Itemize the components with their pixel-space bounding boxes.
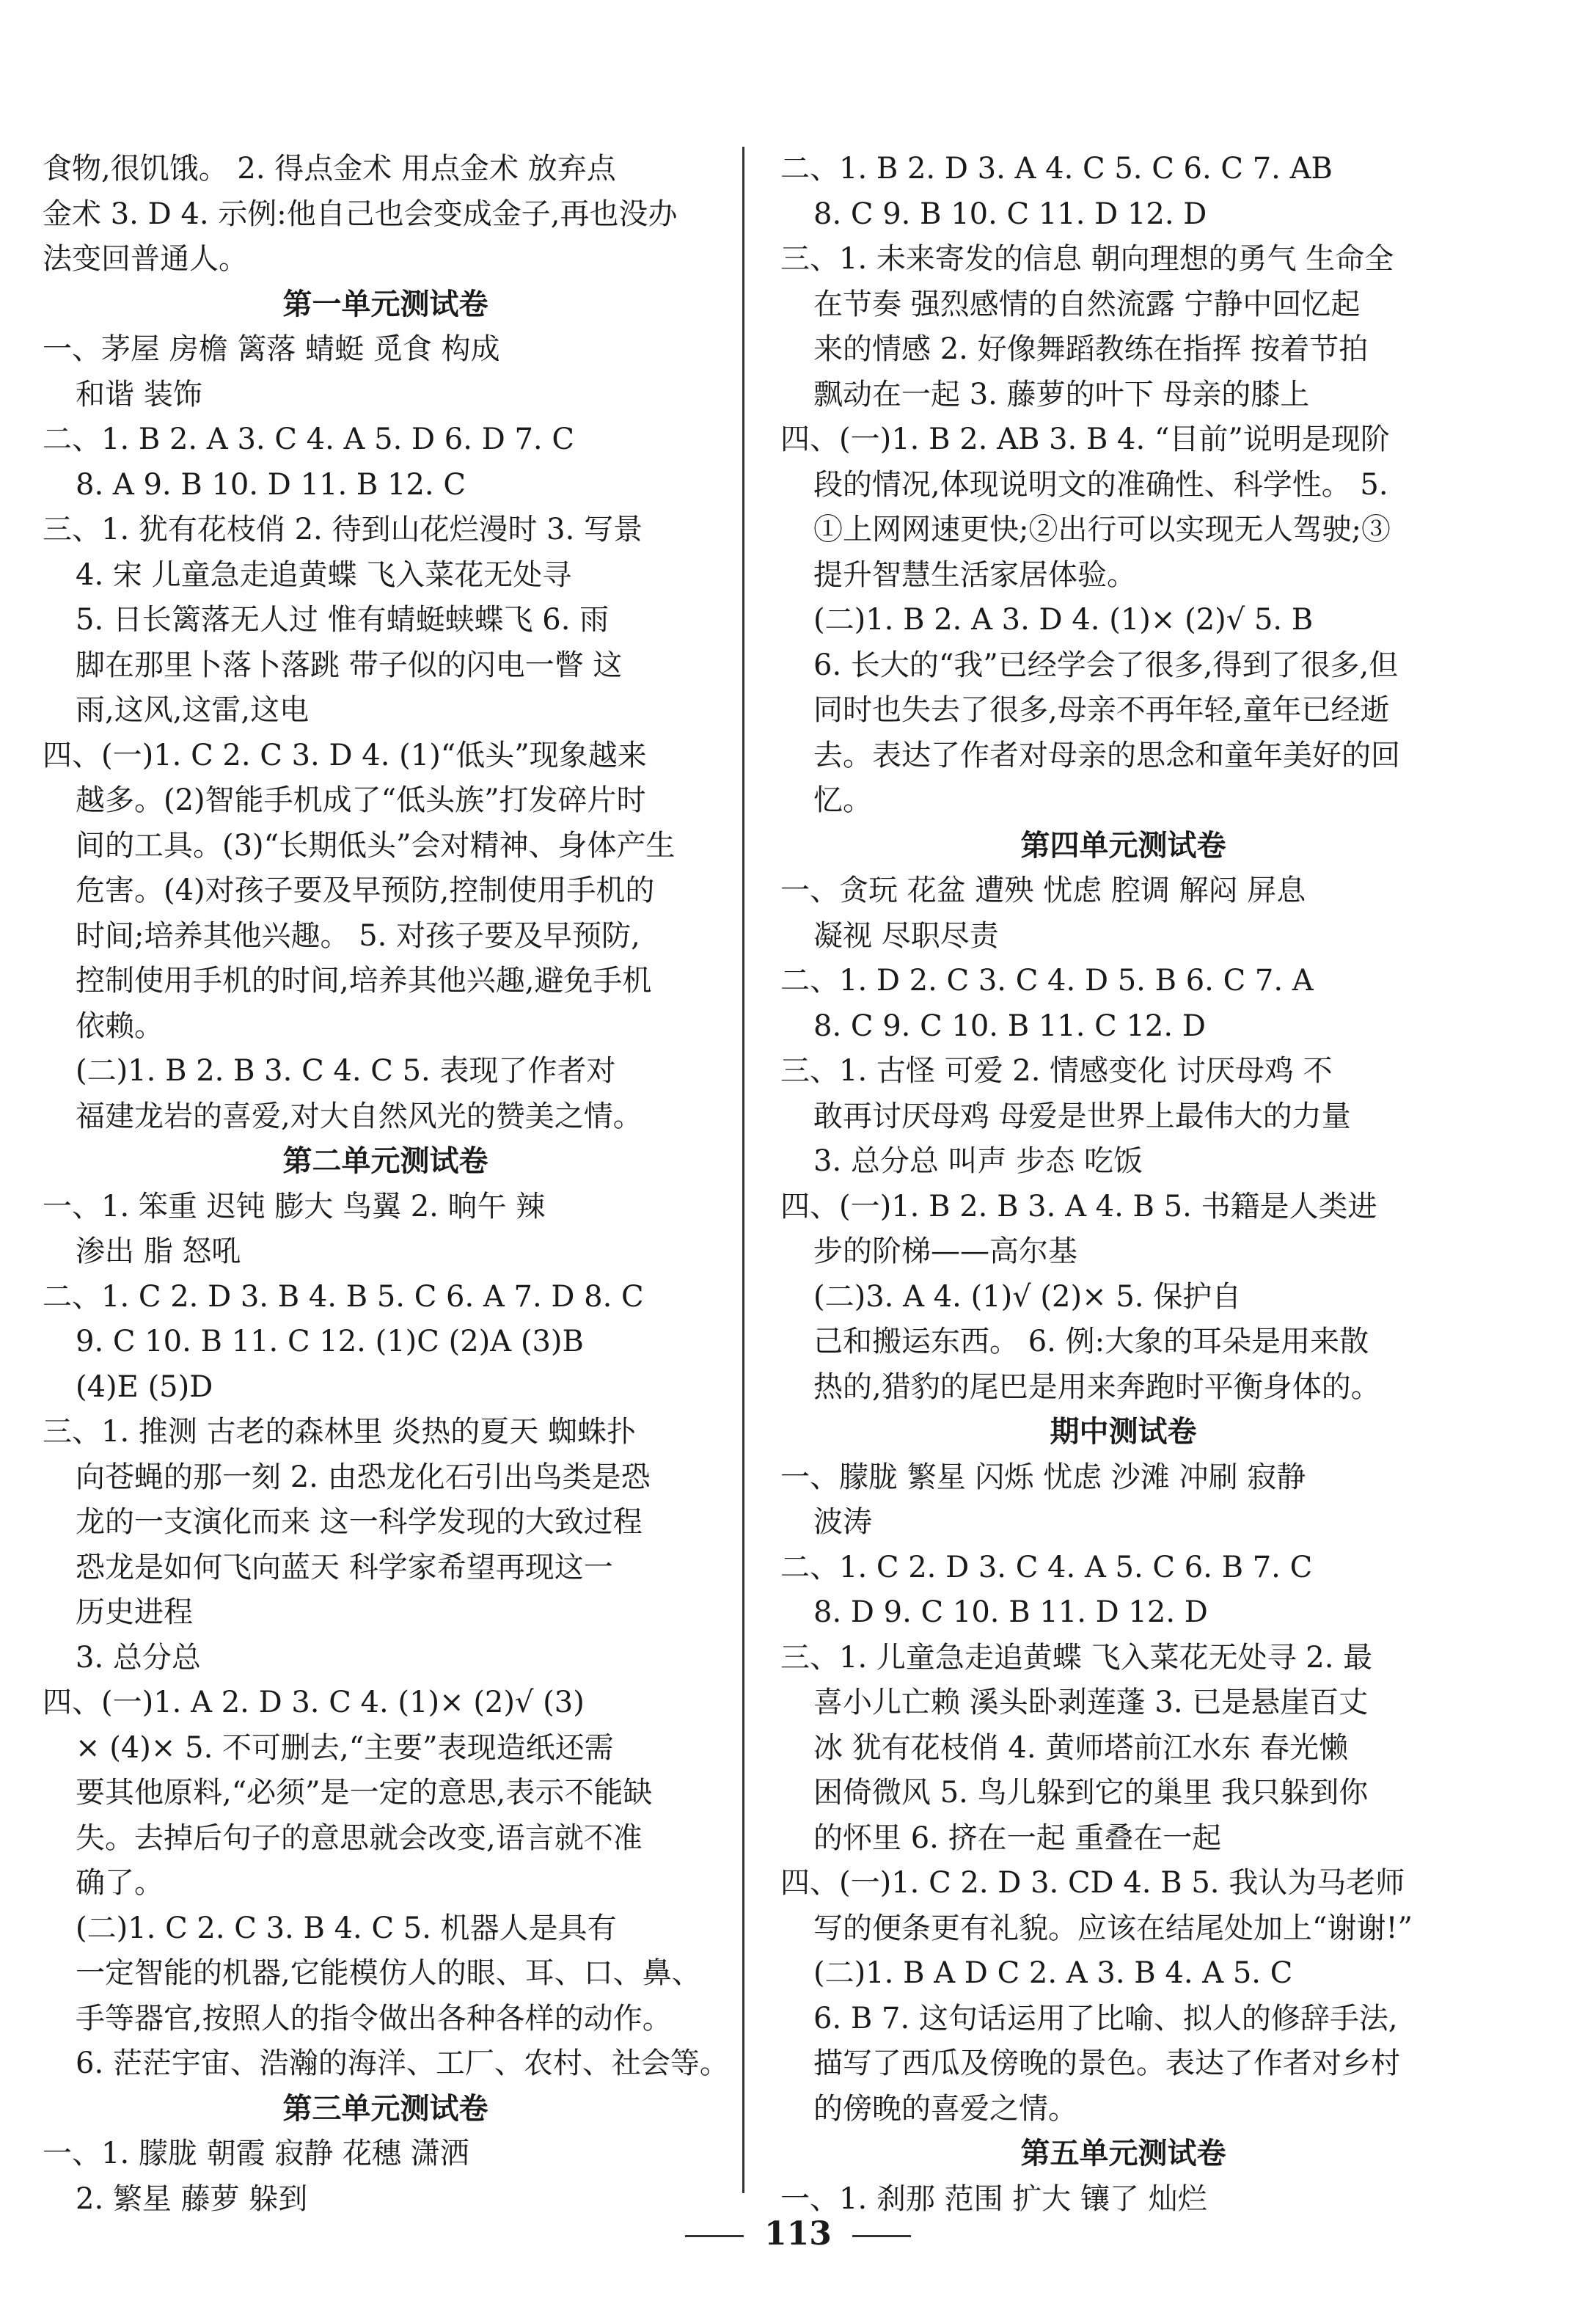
answer-line: 喜小儿亡赖 溪头卧剥莲蓬 3. 已是悬崖百丈 xyxy=(813,1686,1369,1719)
answer-line: 步的阶梯——高尔基 xyxy=(813,1234,1077,1268)
answer-line: 二、1. C 2. D 3. B 4. B 5. C 6. A 7. D 8. C xyxy=(43,1279,644,1314)
answer-line: 8. C 9. B 10. C 11. D 12. D xyxy=(813,197,1207,231)
answer-line: 3. 总分总 xyxy=(76,1640,201,1675)
answer-line: 热的,猎豹的尾巴是用来奔跑时平衡身体的。 xyxy=(813,1369,1380,1404)
answer-line: 忆。 xyxy=(813,783,872,817)
answer-line: 雨,这风,这雷,这电 xyxy=(76,693,310,727)
answer-line: 8. D 9. C 10. B 11. D 12. D xyxy=(813,1595,1208,1629)
answer-line: 脚在那里卜落卜落跳 带子似的闪电一瞥 这 xyxy=(76,648,623,682)
answer-line: 历史进程 xyxy=(76,1595,193,1629)
footer-dash-right xyxy=(852,2235,911,2237)
answer-line: 间的工具。(3)“长期低头”会对精神、身体产生 xyxy=(76,828,676,863)
section-title: 第四单元测试卷 xyxy=(1020,828,1226,863)
answer-line: 6. 茫茫宇宙、浩瀚的海洋、工厂、农村、社会等。 xyxy=(76,2046,729,2080)
answer-line: 三、1. 未来寄发的信息 朝向理想的勇气 生命全 xyxy=(780,242,1394,276)
answer-line: 二、1. B 2. D 3. A 4. C 5. C 6. C 7. AB xyxy=(780,152,1333,186)
answer-line: 8. C 9. C 10. B 11. C 12. D xyxy=(813,1009,1206,1043)
answer-line: 飘动在一起 3. 藤萝的叶下 母亲的膝上 xyxy=(813,377,1310,411)
answer-line: 2. 繁星 藤萝 躲到 xyxy=(76,2181,308,2216)
answer-line: 渗出 脂 怒吼 xyxy=(76,1234,241,1268)
section-title: 第二单元测试卷 xyxy=(282,1144,488,1178)
answer-line: 一、1. 朦胧 朝霞 寂静 花穗 潇洒 xyxy=(43,2137,469,2170)
answer-line: 要其他原料,“必须”是一定的意思,表示不能缺 xyxy=(76,1776,653,1810)
answer-line: 一、贪玩 花盆 遭殃 忧虑 腔调 解闷 屏息 xyxy=(780,874,1306,907)
answer-line: (4)E (5)D xyxy=(76,1369,213,1404)
answer-line: 四、(一)1. A 2. D 3. C 4. (1)× (2)√ (3) xyxy=(43,1686,585,1719)
answer-line: 一、茅屋 房檐 篱落 蜻蜓 觅食 构成 xyxy=(43,332,500,366)
answer-line: 三、1. 儿童急走追黄蝶 飞入菜花无处寻 2. 最 xyxy=(780,1640,1373,1675)
answer-line: 福建龙岩的喜爱,对大自然风光的赞美之情。 xyxy=(76,1099,643,1133)
answer-line: 段的情况,体现说明文的准确性、科学性。 5. xyxy=(813,467,1388,502)
answer-line: 困倚微风 5. 鸟儿躲到它的巢里 我只躲到你 xyxy=(813,1776,1369,1810)
answer-line: 危害。(4)对孩子要及早预防,控制使用手机的 xyxy=(76,874,655,907)
answer-line: 四、(一)1. B 2. B 3. A 4. B 5. 书籍是人类进 xyxy=(780,1189,1377,1223)
answer-line: 去。表达了作者对母亲的思念和童年美好的回 xyxy=(813,738,1400,772)
answer-line: 手等器官,按照人的指令做出各种各样的动作。 xyxy=(76,2001,672,2035)
answer-line: (二)3. A 4. (1)√ (2)× 5. 保护自 xyxy=(813,1279,1242,1314)
answer-line: 依赖。 xyxy=(76,1009,164,1043)
answer-line: 时间;培养其他兴趣。 5. 对孩子要及早预防, xyxy=(76,918,640,953)
answer-line: 己和搬运东西。 6. 例:大象的耳朵是用来散 xyxy=(813,1325,1369,1358)
column-divider xyxy=(742,147,744,2193)
answer-line: 失。去掉后句子的意思就会改变,语言就不准 xyxy=(76,1821,643,1855)
page-footer xyxy=(0,2215,1596,2253)
answer-line: 敢再讨厌母鸡 母爱是世界上最伟大的力量 xyxy=(813,1099,1351,1133)
section-title: 第五单元测试卷 xyxy=(1020,2137,1226,2170)
answer-line: 三、1. 犹有花枝俏 2. 待到山花烂漫时 3. 写景 xyxy=(43,513,643,546)
answer-line: (二)1. C 2. C 3. B 4. C 5. 机器人是具有 xyxy=(76,1911,617,1945)
section-title: 第一单元测试卷 xyxy=(282,287,488,321)
right-column xyxy=(780,147,1466,2222)
answer-line: 法变回普通人。 xyxy=(43,242,248,276)
answer-line: 龙的一支演化而来 这一科学发现的大致过程 xyxy=(76,1505,643,1539)
answer-line: 一、朦胧 繁星 闪烁 忧虑 沙滩 冲刷 寂静 xyxy=(780,1460,1306,1494)
answer-line: 4. 宋 儿童急走追黄蝶 飞入菜花无处寻 xyxy=(76,557,572,592)
answer-line: 写的便条更有礼貌。应该在结尾处加上“谢谢!” xyxy=(813,1911,1413,1945)
answer-line: 一、1. 笨重 迟钝 膨大 鸟翼 2. 晌午 辣 xyxy=(43,1189,546,1223)
answer-line: 的傍晚的喜爱之情。 xyxy=(813,2091,1077,2126)
answer-line: 6. B 7. 这句话运用了比喻、拟人的修辞手法, xyxy=(813,2001,1398,2035)
answer-line: 5. 日长篱落无人过 惟有蜻蜓蛱蝶飞 6. 雨 xyxy=(76,603,610,637)
answer-line: 四、(一)1. C 2. C 3. D 4. (1)“低头”现象越来 xyxy=(43,738,647,772)
answer-line: 的怀里 6. 挤在一起 重叠在一起 xyxy=(813,1821,1222,1855)
answer-line: 凝视 尽职尽责 xyxy=(813,918,999,953)
answer-line: 3. 总分总 叫声 步态 吃饭 xyxy=(813,1144,1143,1178)
answer-line: (二)1. B 2. A 3. D 4. (1)× (2)√ 5. B xyxy=(813,603,1314,637)
answer-line: 金术 3. D 4. 示例:他自己也会变成金子,再也没办 xyxy=(43,197,678,231)
answer-line: 一定智能的机器,它能模仿人的眼、耳、口、鼻、 xyxy=(76,1956,701,1990)
answer-line: 越多。(2)智能手机成了“低头族”打发碎片时 xyxy=(76,783,646,817)
answer-line: 提升智慧生活家居体验。 xyxy=(813,557,1136,592)
answer-line: 四、(一)1. C 2. D 3. CD 4. B 5. 我认为马老师 xyxy=(780,1866,1405,1900)
answer-line: 二、1. D 2. C 3. C 4. D 5. B 6. C 7. A xyxy=(780,964,1314,998)
answer-line: × (4)× 5. 不可删去,“主要”表现造纸还需 xyxy=(76,1730,614,1765)
answer-line: (二)1. B A D C 2. A 3. B 4. A 5. C xyxy=(813,1956,1293,1990)
answer-line: 和谐 装饰 xyxy=(76,377,202,411)
answer-line: 来的情感 2. 好像舞蹈教练在指挥 按着节拍 xyxy=(813,332,1369,366)
answer-line: 波涛 xyxy=(813,1505,872,1539)
answer-line: 9. C 10. B 11. C 12. (1)C (2)A (3)B xyxy=(76,1325,584,1358)
answer-line: 恐龙是如何飞向蓝天 科学家希望再现这一 xyxy=(76,1550,613,1584)
answer-line: 6. 长大的“我”已经学会了很多,得到了很多,但 xyxy=(813,648,1399,682)
answer-line: (二)1. B 2. B 3. C 4. C 5. 表现了作者对 xyxy=(76,1054,616,1088)
answer-line: 冰 犹有花枝俏 4. 黄师塔前江水东 春光懒 xyxy=(813,1730,1349,1765)
answer-line: 确了。 xyxy=(76,1866,164,1900)
answer-line: 三、1. 古怪 可爱 2. 情感变化 讨厌母鸡 不 xyxy=(780,1054,1333,1088)
footer-dash-left xyxy=(685,2235,744,2237)
left-column xyxy=(43,147,728,2222)
answer-line: ①上网网速更快;②出行可以实现无人驾驶;③ xyxy=(813,513,1391,546)
page-number: 113 xyxy=(764,2215,832,2253)
answer-line: 同时也失去了很多,母亲不再年轻,童年已经逝 xyxy=(813,693,1390,727)
answer-line: 四、(一)1. B 2. AB 3. B 4. “目前”说明是现阶 xyxy=(780,422,1390,456)
answer-line: 食物,很饥饿。 2. 得点金术 用点金术 放弃点 xyxy=(43,152,616,186)
answer-line: 在节奏 强烈感情的自然流露 宁静中回忆起 xyxy=(813,287,1361,321)
answer-line: 向苍蝇的那一刻 2. 由恐龙化石引出鸟类是恐 xyxy=(76,1460,651,1494)
answer-line: 三、1. 推测 古老的森林里 炎热的夏天 蜘蛛扑 xyxy=(43,1415,637,1449)
answer-line: 8. A 9. B 10. D 11. B 12. C xyxy=(76,467,466,502)
section-title: 第三单元测试卷 xyxy=(282,2091,488,2126)
answer-line: 描写了西瓜及傍晚的景色。表达了作者对乡村 xyxy=(813,2046,1400,2080)
answer-line: 二、1. C 2. D 3. C 4. A 5. C 6. B 7. C xyxy=(780,1550,1313,1584)
answer-line: 控制使用手机的时间,培养其他兴趣,避免手机 xyxy=(76,964,652,998)
section-title: 期中测试卷 xyxy=(1050,1415,1197,1449)
answer-line: 一、1. 刹那 范围 扩大 镶了 灿烂 xyxy=(780,2181,1207,2216)
answer-line: 二、1. B 2. A 3. C 4. A 5. D 6. D 7. C xyxy=(43,422,574,456)
